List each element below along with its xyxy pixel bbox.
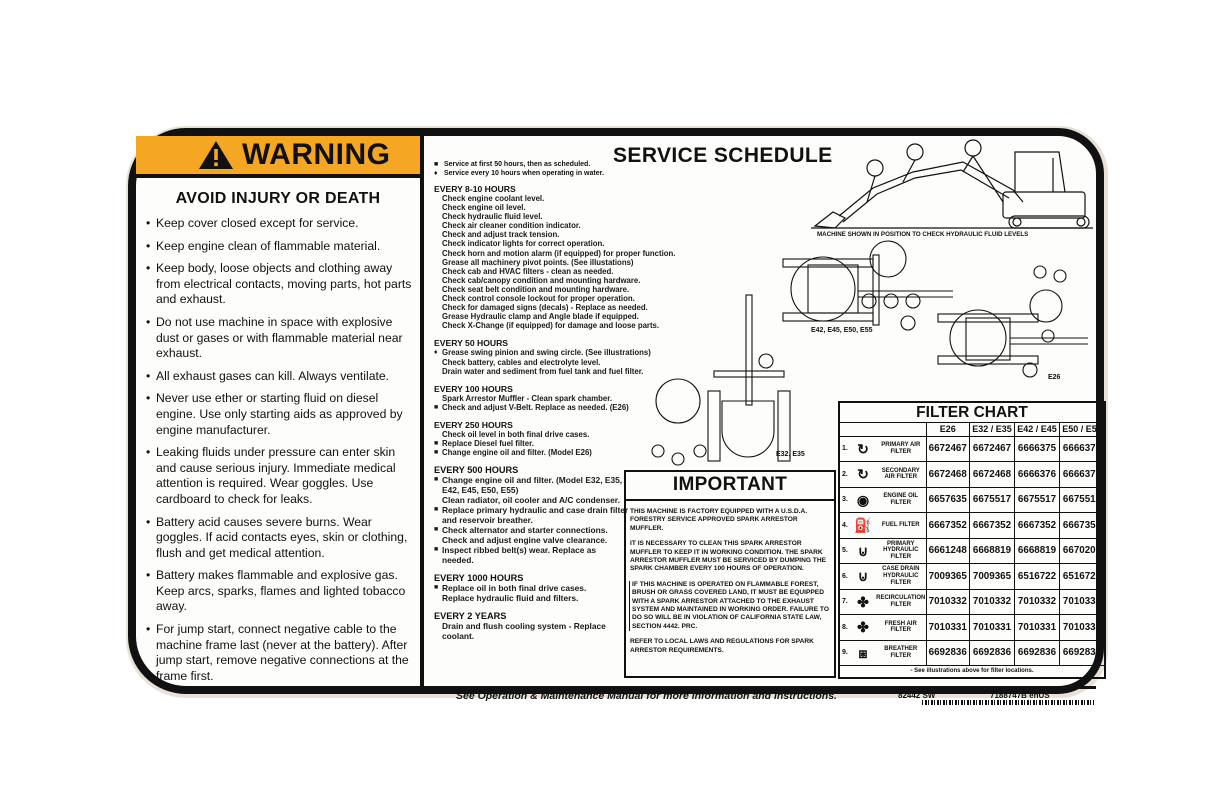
task-text: Clean radiator, oil cooler and A/C condenser. [442, 495, 620, 506]
task-text: Check indicator lights for correct operation. [442, 239, 605, 249]
filter-part-number: 6666375 [1060, 436, 1105, 462]
filter-row [840, 462, 1104, 488]
filter-column-header: E42 / E45 [1014, 423, 1059, 436]
service-interval [434, 420, 644, 457]
interval-task [434, 475, 630, 495]
interval-task [434, 194, 644, 203]
interval-task [434, 583, 630, 593]
filter-name: BREATHER FILTER [884, 646, 918, 659]
filter-name: PRIMARY AIR FILTER [881, 442, 921, 455]
filter-part-number: 7010332 [926, 589, 969, 615]
filter-part-number: 6667352 [969, 513, 1014, 539]
filter-part-number: 6672467 [926, 436, 969, 462]
filter-name-cell [840, 513, 926, 539]
task-text: Check and adjust engine valve clearance. [442, 535, 608, 546]
task-marker-icon: ■ [434, 584, 439, 592]
important-title: IMPORTANT [626, 472, 834, 501]
task-text: Replace oil in both final drive cases. [442, 583, 587, 594]
filter-chart-title: FILTER CHART [840, 403, 1104, 423]
filter-part-number: 7009365 [969, 564, 1014, 590]
filter-name-cell [840, 640, 926, 666]
task-text: Check and adjust track tension. [442, 230, 560, 240]
filter-name: RECIRCULATION FILTER [876, 595, 926, 608]
service-interval [434, 611, 644, 641]
filter-part-number: 6516722 [1060, 564, 1105, 590]
warning-banner [136, 136, 420, 178]
interval-task [434, 258, 644, 267]
filter-number: 3. [842, 496, 848, 504]
filter-part-number: 6667352 [1014, 513, 1059, 539]
interval-task [434, 394, 644, 403]
filter-part-number: 7010331 [926, 615, 969, 641]
task-text: Drain and flush cooling system - Replace coolant. [442, 621, 606, 642]
filter-part-number: 6692836 [1060, 640, 1105, 666]
case-drain-filter-icon: ⊍ [857, 568, 869, 585]
task-text: Replace hydraulic fluid and filters. [442, 593, 579, 604]
task-marker-icon: ■ [434, 439, 439, 447]
service-interval [434, 338, 651, 376]
filter-name-cell [840, 538, 926, 564]
interval-heading: EVERY 100 HOURS [434, 383, 513, 394]
filter-row [840, 487, 1104, 513]
manual-reference-note: See Operation & Maintenance Manual for more information and instructions. [456, 689, 837, 702]
model-label-e26: E26 [1048, 374, 1061, 381]
warning-item: • Never use ether or starting fluid on diesel engine. Use only starting aids as approved by engine manufacturer. [144, 391, 414, 438]
legend-text: Service every 10 hours when operating in water. [444, 170, 604, 177]
interval-task [434, 312, 644, 321]
side-view-caption: MACHINE SHOWN IN POSITION TO CHECK HYDRAULIC FLUID LEVELS [817, 231, 1029, 238]
filter-part-number: 6516722 [1014, 564, 1059, 590]
task-text: Grease Hydraulic clamp and Angle blade if equipped. [442, 312, 639, 322]
fuel-pump-icon: ⛽ [854, 517, 872, 534]
task-text: Check for damaged signs (decals) - Replace as needed. [442, 303, 648, 313]
filter-row [840, 564, 1104, 590]
interval-heading: EVERY 1000 HOURS [434, 573, 524, 584]
filter-part-number: 7009365 [926, 564, 969, 590]
interval-task [434, 448, 644, 457]
service-legend [434, 160, 604, 178]
warning-panel [136, 136, 424, 686]
task-text: Inspect ribbed belt(s) wear. Replace as needed. [442, 545, 597, 566]
warning-subtitle: AVOID INJURY OR DEATH [175, 190, 381, 207]
task-text: Check X-Change (if equipped) for damage and loose parts. [442, 321, 660, 331]
task-marker-icon: ■ [434, 449, 439, 457]
interval-task [434, 348, 651, 358]
warning-title: WARNING [242, 138, 391, 171]
filter-row [840, 640, 1104, 666]
task-text: Check cab and HVAC filters - clean as needed. [442, 266, 614, 276]
interval-task [434, 358, 644, 367]
filter-part-number: 6666376 [1014, 462, 1059, 488]
filter-column-header [840, 423, 926, 436]
legend-item [434, 160, 604, 169]
filter-number: 5. [842, 547, 848, 555]
task-marker-icon: ■ [434, 546, 439, 554]
filter-part-number: 7010331 [1014, 615, 1059, 641]
task-text: Check oil level in both final drive cases. [442, 429, 590, 439]
task-text: Check battery, cables and electrolyte level. [442, 357, 601, 367]
filter-name-cell [840, 487, 926, 513]
filter-number: 2. [842, 470, 848, 478]
interval-task [434, 239, 644, 248]
engine-oil-filter-icon: ◉ [856, 491, 870, 508]
part-code-right: 7188747B enUS [990, 691, 1050, 700]
interval-task [434, 203, 644, 212]
warning-item: • Keep engine clean of flammable material. [144, 239, 414, 255]
filter-part-number: 6675517 [1014, 487, 1059, 513]
filter-column-header: E32 / E35 [969, 423, 1014, 436]
filter-part-number: 6657635 [926, 487, 969, 513]
legend-text: Service at first 50 hours, then as scheduled. [444, 161, 591, 168]
task-marker-icon: ♦ [434, 349, 438, 357]
filter-column-header: E26 [926, 423, 969, 436]
warning-item: • Leaking fluids under pressure can enter skin and cause serious injury. Immediate medical attention is required. Wear goggles. Use cardboard to check for leaks. [144, 445, 414, 507]
service-interval [434, 573, 644, 603]
filter-part-number: 6670207 [1060, 538, 1105, 564]
filter-part-number: 7010332 [969, 589, 1014, 615]
filter-row [840, 436, 1104, 462]
filter-number: 8. [842, 623, 848, 631]
filter-chart-table [840, 423, 1104, 666]
top-view-e32-e35-diagram [638, 291, 808, 471]
filter-column-header: E50 / E55 [1060, 423, 1105, 436]
task-text: Check cab/canopy condition and mounting hardware. [442, 275, 641, 285]
interval-task [434, 276, 644, 285]
legend-marker-icon: ♦ [434, 170, 438, 177]
interval-task [434, 495, 630, 505]
task-text: Check and adjust V-Belt. Replace as needed. (E26) [442, 402, 629, 412]
interval-task [434, 621, 630, 641]
interval-task [434, 505, 630, 525]
filter-chart [838, 401, 1106, 679]
filter-number: 7. [842, 598, 848, 606]
task-marker-icon: ■ [434, 526, 439, 534]
warning-item: • Keep body, loose objects and clothing away from electrical contacts, moving parts, hot parts and exhaust. [144, 261, 414, 308]
warning-item: • Battery makes flammable and explosive gas. Keep arcs, sparks, flames and lighted tobacco away. [144, 568, 414, 615]
filter-name: PRIMARY HYDRAULIC FILTER [883, 540, 919, 561]
decal-footer [428, 686, 1096, 702]
filter-row [840, 538, 1104, 564]
filter-part-number: 6667352 [1060, 513, 1105, 539]
filter-name-cell [840, 589, 926, 615]
task-text: Change engine oil and filter. (Model E26) [442, 448, 592, 458]
fan-icon: ✤ [857, 593, 869, 610]
interval-task [434, 403, 644, 412]
service-panel [428, 136, 1102, 686]
interval-heading: EVERY 2 YEARS [434, 611, 507, 622]
filter-row [840, 513, 1104, 539]
interval-task [434, 303, 648, 313]
service-intervals [434, 184, 676, 649]
interval-task [434, 267, 644, 276]
filter-name-cell [840, 615, 926, 641]
service-interval [434, 384, 644, 412]
interval-task [434, 321, 660, 331]
task-text: Grease swing pinion and swing circle. (See illustrations) [442, 348, 651, 358]
task-text: Grease all machinery pivot points. (See illustations) [442, 257, 634, 267]
hydraulic-filter-icon: ⊍ [857, 542, 869, 559]
warning-item: • For jump start, connect negative cable to the machine frame last (never at the battery). After jump start, remove negative connections at the frame first. [144, 622, 414, 684]
interval-task [434, 545, 630, 565]
filter-part-number: 6692836 [926, 640, 969, 666]
filter-part-number: 6675517 [1060, 487, 1105, 513]
filter-name-cell [840, 462, 926, 488]
filter-part-number: 6672468 [969, 462, 1014, 488]
filter-part-number: 6666375 [1014, 436, 1059, 462]
service-decal [128, 128, 1104, 702]
part-code-left: 82442 SW [898, 691, 936, 700]
filter-name: FUEL FILTER [881, 521, 920, 528]
filter-part-number: 6661248 [926, 538, 969, 564]
breather-icon: ⧆ [858, 644, 868, 661]
filter-part-number: 6667352 [926, 513, 969, 539]
filter-part-number: 6692836 [1014, 640, 1059, 666]
model-label-e32-e35: E32, E35 [776, 451, 805, 458]
interval-task [434, 230, 644, 239]
task-text: Change engine oil and filter. (Model E32, E35, E42, E45, E50, E55) [442, 475, 623, 496]
warning-item: • Do not use machine in space with explosive dust or gases or with flammable material near exhaust. [144, 315, 414, 362]
filter-part-number: 6668819 [969, 538, 1014, 564]
filter-number: 6. [842, 572, 848, 580]
top-view-e26-diagram [928, 266, 1098, 386]
task-text: Check control console lockout for proper operation. [442, 294, 635, 304]
task-text: Check engine coolant level. [442, 194, 545, 203]
interval-task [434, 593, 630, 603]
filter-part-number: 7010332 [1060, 589, 1105, 615]
task-marker-icon: ■ [434, 403, 439, 411]
service-schedule-title: SERVICE SCHEDULE [613, 144, 833, 167]
interval-heading: EVERY 500 HOURS [434, 465, 519, 476]
filter-part-number: 6675517 [969, 487, 1014, 513]
legend-marker-icon: ■ [434, 161, 439, 168]
filter-part-number: 6692836 [969, 640, 1014, 666]
task-text: Check engine oil level. [442, 203, 526, 213]
filter-row [840, 589, 1104, 615]
filter-part-number: 7010331 [1060, 615, 1105, 641]
filter-name-cell [840, 564, 926, 590]
interval-task [434, 430, 644, 439]
task-text: Check alternator and starter connections. [442, 525, 608, 536]
task-text: Spark Arrestor Muffler - Clean spark chamber. [442, 393, 613, 403]
task-text: Replace primary hydraulic and case drain filter and reservoir breather. [442, 505, 629, 526]
filter-number: 4. [842, 521, 848, 529]
service-interval [434, 184, 676, 331]
interval-task [434, 525, 630, 535]
important-box [624, 470, 836, 678]
task-text: Check air cleaner condition indicator. [442, 221, 581, 231]
excavator-side-view-diagram [803, 142, 1103, 242]
filter-name: CASE DRAIN HYDRAULIC FILTER [882, 566, 920, 586]
task-text: Replace Diesel fuel filter. [442, 438, 534, 448]
important-paragraph: REFER TO LOCAL LAWS AND REGULATIONS FOR SPARK ARRESTOR REQUIREMENTS. [630, 638, 814, 654]
filter-part-number: 6666376 [1060, 462, 1105, 488]
task-marker-icon: ■ [434, 506, 439, 514]
interval-heading: EVERY 8-10 HOURS [434, 184, 516, 194]
filter-number: 9. [842, 649, 848, 657]
filter-name-cell [840, 436, 926, 462]
warning-list [136, 216, 420, 684]
task-text: Check seat belt condition and mounting hardware. [442, 284, 630, 294]
task-text: Check hydraulic fluid level. [442, 212, 543, 222]
warning-triangle-icon [198, 140, 234, 170]
filter-part-number: 7010331 [969, 615, 1014, 641]
interval-heading: EVERY 50 HOURS [434, 338, 509, 349]
filter-part-number: 6672468 [926, 462, 969, 488]
filter-name: ENGINE OIL FILTER [883, 493, 919, 506]
filter-part-number: 6672467 [969, 436, 1014, 462]
filter-chart-footnote: - See illustrations above for filter locations. [910, 668, 1034, 674]
legend-item [434, 169, 604, 178]
interval-task [434, 221, 644, 230]
interval-task [434, 367, 644, 376]
task-marker-icon: ■ [434, 476, 439, 484]
important-paragraph: IT IS NECESSARY TO CLEAN THIS SPARK ARRESTOR MUFFLER TO KEEP IT IN WORKING CONDITION. THE SPARK ARRESTOR MUFFLER MUST BE SERVICED BY DUMPING THE SPARK CHAMBER EVERY 100 HOURS OF OPERATION. [630, 540, 826, 573]
important-paragraph-legal: IF THIS MACHINE IS OPERATED ON FLAMMABLE FOREST, BRUSH OR GRASS COVERED LAND, IT MUST BE EQUIPPED WITH A SPARK ARRESTOR ATTACHED TO THE EXHAUST SYSTEM AND MAINTAINED IN WORKING ORDER. FAILURE TO DO SO WILL BE IN VIOLATION OF CALIFORNIA STATE LAW, SECTION 4442. PRC. [629, 581, 834, 631]
interval-task [434, 248, 676, 258]
interval-task [434, 294, 644, 303]
warning-item: • Battery acid causes severe burns. Wear goggles. If acid contacts eyes, skin or clothing, flush and get medical attention. [144, 515, 414, 562]
warning-item: • Keep cover closed except for service. [144, 216, 414, 232]
warning-item: • All exhaust gases can kill. Always ventilate. [144, 369, 414, 385]
model-label-e42-e55: E42, E45, E50, E55 [811, 327, 873, 334]
filter-part-number: 6668819 [1014, 538, 1059, 564]
filter-name: SECONDARY AIR FILTER [881, 467, 920, 481]
service-interval [434, 465, 644, 565]
interval-task [434, 285, 644, 294]
filter-number: 1. [842, 445, 848, 453]
fan-icon: ✤ [857, 619, 869, 636]
important-paragraph: THIS MACHINE IS FACTORY EQUIPPED WITH A U.S.D.A. FORESTRY SERVICE APPROVED SPARK ARRESTOR MUFFLER. [630, 508, 808, 532]
barcode [922, 700, 1094, 705]
task-text: Check horn and motion alarm (if equipped) for proper function. [442, 248, 676, 258]
task-text: Drain water and sediment from fuel tank and fuel filter. [442, 366, 644, 376]
filter-name: FRESH AIR FILTER [884, 620, 917, 634]
filter-row [840, 615, 1104, 641]
interval-task [434, 439, 644, 448]
interval-task [434, 535, 630, 545]
interval-task [434, 212, 644, 221]
interval-heading: EVERY 250 HOURS [434, 419, 513, 430]
air-filter-icon: ↻ [857, 466, 869, 483]
air-filter-icon: ↻ [857, 440, 869, 457]
filter-part-number: 7010332 [1014, 589, 1059, 615]
